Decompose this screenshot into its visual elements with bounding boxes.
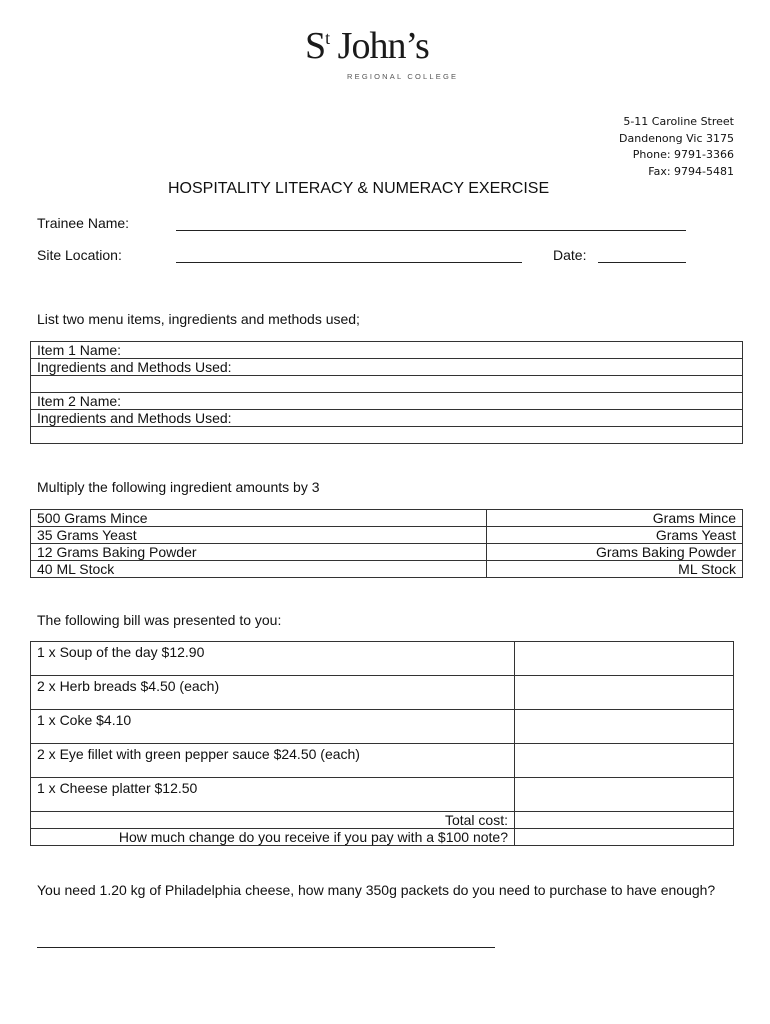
- table-row: [31, 527, 743, 544]
- date-line[interactable]: [598, 262, 686, 263]
- total-cost-answer[interactable]: [515, 812, 734, 829]
- multiply-table: [30, 509, 743, 578]
- answer-cell[interactable]: ML Stock: [487, 561, 743, 578]
- item2-ingredients-cell[interactable]: Ingredients and Methods Used:: [31, 410, 743, 427]
- logo-subtitle: REGIONAL COLLEGE: [347, 72, 459, 81]
- site-location-label: Site Location:: [37, 247, 122, 263]
- address-street: 5-11 Caroline Street: [623, 115, 734, 128]
- cheese-answer-line[interactable]: [37, 947, 495, 948]
- bill-answer-cell[interactable]: [515, 676, 734, 710]
- address-suburb: Dandenong Vic 3175: [619, 131, 734, 145]
- page-title: HOSPITALITY LITERACY & NUMERACY EXERCISE: [168, 180, 550, 197]
- ingredient-cell: 35 Grams Yeast: [31, 527, 487, 544]
- item1-blank-cell[interactable]: [31, 376, 743, 393]
- bill-table: [30, 641, 734, 846]
- trainee-name-line[interactable]: [176, 230, 686, 231]
- bill-item-cell: 2 x Herb breads $4.50 (each): [31, 676, 515, 710]
- bill-answer-cell[interactable]: [515, 778, 734, 812]
- college-address: [619, 114, 734, 180]
- bill-section-heading: The following bill was presented to you:: [37, 612, 282, 628]
- logo-wordmark: $S^t$ John’s: [305, 25, 429, 67]
- table-row: [31, 829, 734, 846]
- item1-name-cell[interactable]: Item 1 Name:: [31, 342, 743, 359]
- table-row: [31, 744, 734, 778]
- change-answer[interactable]: [515, 829, 734, 846]
- date-label: Date:: [553, 247, 587, 263]
- table-row: [31, 812, 734, 829]
- bill-item-cell: 1 x Coke $4.10: [31, 710, 515, 744]
- college-logo: [305, 26, 475, 88]
- table-row: [31, 561, 743, 578]
- bill-answer-cell[interactable]: [515, 642, 734, 676]
- menu-items-table: [30, 341, 743, 444]
- ingredient-cell: 12 Grams Baking Powder: [31, 544, 487, 561]
- address-phone: Phone: 9791-3366: [632, 148, 734, 161]
- answer-cell[interactable]: Grams Yeast: [487, 527, 743, 544]
- item2-name-cell[interactable]: Item 2 Name:: [31, 393, 743, 410]
- table-row: [31, 510, 743, 527]
- bill-item-cell: 1 x Soup of the day $12.90: [31, 642, 515, 676]
- item1-ingredients-cell[interactable]: Ingredients and Methods Used:: [31, 359, 743, 376]
- bill-item-cell: 2 x Eye fillet with green pepper sauce $24.50 (each): [31, 744, 515, 778]
- answer-cell[interactable]: Grams Mince: [487, 510, 743, 527]
- table-row: [31, 778, 734, 812]
- table-row: [31, 544, 743, 561]
- trainee-name-label: Trainee Name:: [37, 215, 130, 231]
- total-cost-label: Total cost:: [31, 812, 515, 829]
- table-row: [31, 710, 734, 744]
- bill-item-cell: 1 x Cheese platter $12.50: [31, 778, 515, 812]
- cheese-question: You need 1.20 kg of Philadelphia cheese, how many 350g packets do you need to purchase to have enough?: [37, 882, 716, 898]
- bill-answer-cell[interactable]: [515, 744, 734, 778]
- change-label: How much change do you receive if you pay with a $100 note?: [31, 829, 515, 846]
- table-row: [31, 676, 734, 710]
- ingredient-cell: 40 ML Stock: [31, 561, 487, 578]
- site-location-line[interactable]: [176, 262, 522, 263]
- menu-section-heading: List two menu items, ingredients and methods used;: [37, 311, 360, 327]
- bill-answer-cell[interactable]: [515, 710, 734, 744]
- answer-cell[interactable]: Grams Baking Powder: [487, 544, 743, 561]
- ingredient-cell: 500 Grams Mince: [31, 510, 487, 527]
- address-fax: Fax: 9794-5481: [648, 164, 734, 178]
- item2-blank-cell[interactable]: [31, 427, 743, 444]
- multiply-section-heading: Multiply the following ingredient amounts by 3: [37, 479, 320, 495]
- table-row: [31, 642, 734, 676]
